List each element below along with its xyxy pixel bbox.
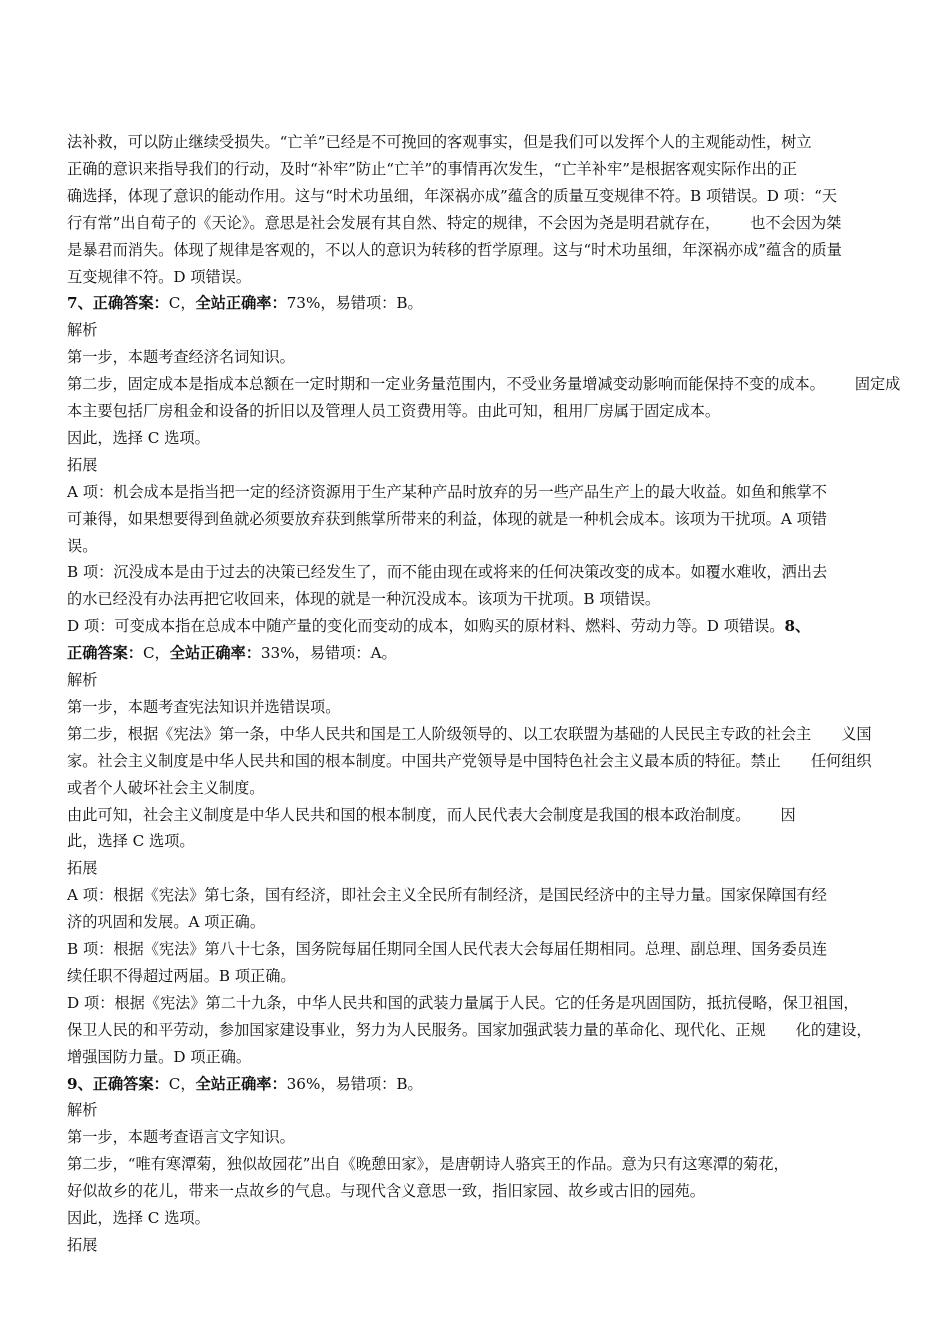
text-line	[67, 724, 872, 744]
text-line	[67, 293, 423, 313]
text-line	[67, 778, 264, 798]
text-segment: 第一步，本题考查宪法知识并选错误项。	[67, 697, 341, 716]
text-segment: 第一步，本题考查语言文字知识。	[67, 1128, 295, 1147]
text-line	[67, 213, 841, 233]
text-segment: 续任职不得超过两届。B 项正确。	[67, 966, 296, 985]
text-segment: 因此，选择 C 选项。	[67, 1209, 210, 1227]
text-segment: C，	[168, 294, 196, 313]
text-segment: 因	[780, 805, 796, 824]
text-segment: 正确的意识来指导我们的行动，及时“补牢”防止“亡羊”的事情再次发生，“亡羊补牢”是根据客观实际作出的正	[67, 159, 798, 178]
text-line	[67, 858, 97, 878]
text-segment: A 项：根据《宪法》第七条，国有经济，即社会主义全民所有制经济，是国民经济中的主导力量。国家保障国有经	[67, 886, 827, 905]
text-segment: 由此可知，社会主义制度是中华人民共和国的根本制度，而人民代表大会制度是我国的根本政治制度。	[67, 805, 751, 824]
text-line	[67, 1154, 789, 1174]
text-line	[67, 1100, 97, 1120]
text-line	[67, 401, 720, 421]
text-segment: 拓展	[67, 455, 98, 474]
text-line	[67, 912, 265, 932]
text-segment: 第二步，固定成本是指成本总额在一定时期和一定业务量范围内，不受业务量增减变动影响而能保持不变的成本。	[67, 375, 825, 394]
text-segment: 可兼得，如果想要得到鱼就必须要放弃获到熊掌所带来的利益，体现的就是一种机会成本。该项为干扰项。A 项错	[67, 509, 827, 528]
text-line	[67, 1127, 295, 1147]
text-segment: 解析	[67, 1101, 98, 1120]
text-segment: 第二步，“唯有寒潭菊，独似故园花”出自《晚憩田家》，是唐朝诗人骆宾王的作品。意为只有这寒潭的菊花，	[67, 1155, 789, 1174]
text-segment: 因此，选择 C 选项。	[67, 428, 210, 447]
text-segment: 误。	[67, 536, 98, 555]
text-line	[67, 1235, 97, 1255]
text-segment: D 项：根据《宪法》第二十九条，中华人民共和国的武装力量属于人民。它的任务是巩固国防，抵抗侵略，保卫祖国，	[67, 993, 859, 1012]
bold-label: 全站正确率：	[195, 1074, 287, 1093]
text-line	[67, 347, 295, 367]
text-line	[67, 697, 340, 717]
text-segment: C，	[142, 644, 170, 663]
text-segment: B 项：沉没成本是由于过去的决策已经发生了，而不能由现在或将来的任何决策改变的成本。如覆水难收，洒出去	[67, 563, 828, 582]
text-line	[67, 643, 397, 663]
text-segment: 也不会因为桀	[750, 213, 842, 232]
text-segment: 确选择，体现了意识的能动作用。这与“时术功虽细，年深祸亦成”蕴含的质量互变规律不符。B 项错误。D 项：“天	[67, 186, 838, 205]
text-segment: 36%，易错项：B。	[286, 1074, 423, 1093]
text-segment: A 项：机会成本是指当把一定的经济资源用于生产某种产品时放弃的另一些产品生产上的最大收益。如鱼和熊掌不	[67, 482, 827, 501]
text-segment: 拓展	[67, 1235, 98, 1254]
text-line	[67, 455, 97, 475]
text-line	[67, 186, 837, 206]
text-segment: 家。社会主义制度是中华人民共和国的根本制度。中国共产党领导是中国特色社会主义最本质的特征。禁止	[67, 751, 781, 770]
text-segment: 行有常”出自荀子的《天论》。意思是社会发展有其自然、特定的规律，不会因为尧是明君就存在，	[67, 213, 721, 232]
bold-label: 7、正确答案：	[67, 294, 169, 313]
text-segment: 73%，易错项：B。	[286, 294, 423, 313]
text-segment: 互变规律不符。D 项错误。	[67, 267, 252, 286]
text-line	[67, 267, 251, 287]
text-line	[67, 805, 796, 825]
text-line	[67, 1047, 251, 1067]
bold-label: 全站正确率：	[169, 644, 261, 663]
text-line	[67, 536, 97, 556]
text-line	[67, 509, 827, 529]
bold-label: 正确答案：	[67, 644, 143, 663]
text-segment: 拓展	[67, 859, 98, 878]
text-segment: 济的巩固和发展。A 项正确。	[67, 913, 266, 932]
text-segment: B 项：根据《宪法》第八十七条，国务院每届任期同全国人民代表大会每届任期相同。总理、副总理、国务委员连	[67, 940, 828, 958]
text-segment: 任何组织	[810, 751, 872, 770]
text-segment: 的水已经没有办法再把它收回来，体现的就是一种沉没成本。该项为干扰项。B 项错误。	[67, 590, 661, 609]
text-line	[67, 1181, 705, 1201]
text-segment: 固定成	[854, 375, 901, 394]
text-segment: 或者个人破坏社会主义制度。	[67, 778, 265, 797]
text-line	[67, 159, 797, 179]
bold-label: 8、	[784, 617, 811, 636]
bold-label: 9、正确答案：	[67, 1074, 169, 1093]
text-segment: 第一步，本题考查经济名词知识。	[67, 348, 295, 367]
text-line	[67, 1208, 210, 1228]
text-segment: 化的建设，	[795, 1020, 872, 1039]
text-line	[67, 831, 195, 851]
text-line	[67, 616, 810, 636]
text-line	[67, 993, 859, 1013]
text-line	[67, 589, 660, 609]
text-line	[67, 1020, 872, 1040]
text-segment: 33%，易错项：A。	[260, 644, 397, 663]
text-segment: 此，选择 C 选项。	[67, 832, 195, 851]
text-segment: 是暴君而消失。体现了规律是客观的，不以人的意识为转移的哲学原理。这与“时术功虽细，年深祸亦成”蕴含的质量	[67, 240, 842, 259]
text-line	[67, 670, 97, 690]
text-segment: 保卫人民的和平劳动，参加国家建设事业，努力为人民服务。国家加强武装力量的革命化、现代化、正规	[67, 1020, 766, 1039]
text-segment: 解析	[67, 671, 98, 689]
text-line	[67, 966, 296, 986]
text-line	[67, 1074, 423, 1094]
text-line	[67, 374, 900, 394]
text-segment: 本主要包括厂房租金和设备的折旧以及管理人员工资费用等。由此可知，租用厂房属于固定成本。	[67, 402, 721, 420]
text-line	[67, 240, 842, 260]
text-segment: 解析	[67, 321, 98, 340]
text-line	[67, 885, 827, 905]
bold-label: 全站正确率：	[195, 294, 287, 313]
text-line	[67, 939, 827, 959]
text-segment: 增强国防力量。D 项正确。	[67, 1047, 252, 1066]
text-line	[67, 132, 812, 152]
text-segment: C，	[168, 1074, 196, 1093]
text-line	[67, 320, 97, 340]
text-segment: 义国	[841, 724, 872, 743]
text-line	[67, 562, 827, 582]
text-line	[67, 428, 210, 448]
text-line	[67, 482, 827, 502]
text-segment: 好似故乡的花儿，带来一点故乡的气息。与现代含义意思一致，指旧家园、故乡或古旧的园苑。	[67, 1182, 705, 1201]
text-line	[67, 751, 872, 771]
text-segment: D 项：可变成本指在总成本中随产量的变化而变动的成本，如购买的原材料、燃料、劳动力等。D 项错误。	[67, 617, 785, 636]
text-segment: 法补救，可以防止继续受损失。“亡羊”已经是不可挽回的客观事实，但是我们可以发挥个人的主观能动性，树立	[67, 133, 812, 151]
text-segment: 第二步，根据《宪法》第一条，中华人民共和国是工人阶级领导的、以工农联盟为基础的人民民主专政的社会主	[67, 724, 812, 743]
